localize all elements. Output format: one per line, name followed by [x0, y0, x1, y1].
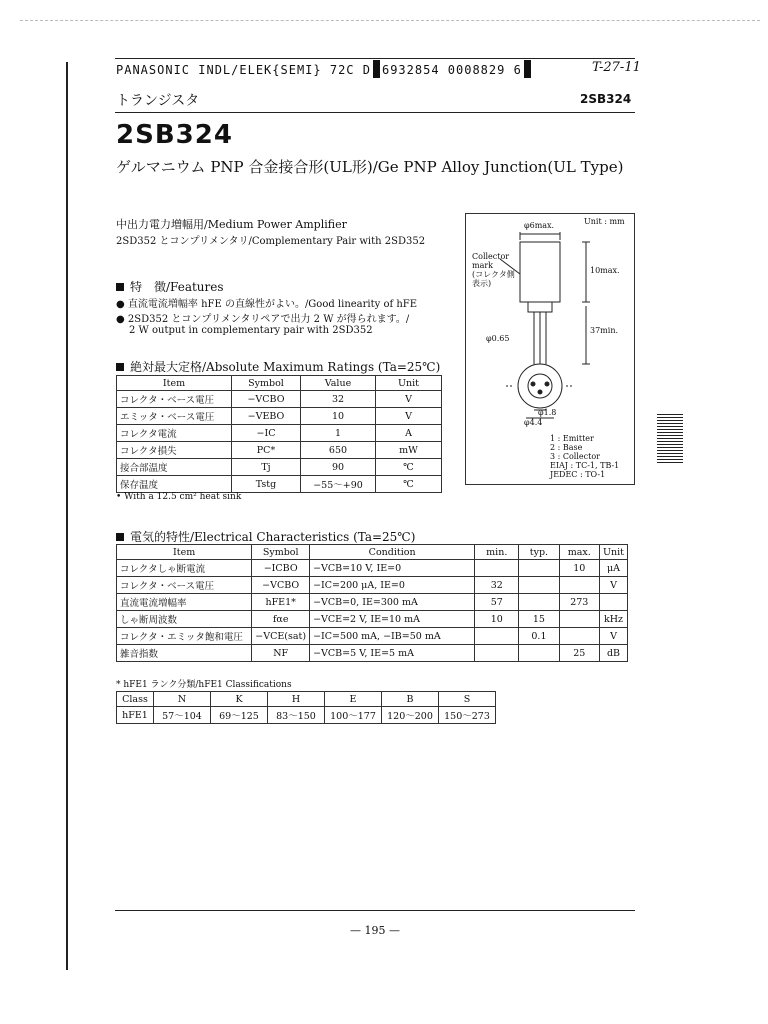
part-number-right: 2SB324	[580, 92, 632, 106]
feature-item: 2 W output in complementary pair with 2SD352	[129, 325, 373, 336]
dim-pitch-1: φ1.8	[538, 408, 557, 417]
table-row: コレクタしゃ断電流 −ICBO −VCB=10 V, IE=0 10 μA	[117, 560, 628, 577]
table-row: コレクタ電流 −IC 1 A	[117, 425, 442, 442]
page-number: — 195 —	[350, 924, 400, 937]
table-header: Item Symbol Value Unit	[117, 376, 442, 391]
bottom-rule	[115, 910, 635, 911]
pin-legend: 1 : Emitter 2 : Base 3 : Collector EIAJ : TC-1, TB-1 JEDEC : TO-1	[550, 434, 620, 479]
elec-heading: 電気的特性/Electrical Characteristics (Ta=25℃)	[116, 528, 415, 545]
dim-pitch-2: φ4.4	[524, 418, 543, 427]
table-header: Item Symbol Condition min. typ. max. Unit	[117, 545, 628, 560]
scan-top-edge	[20, 20, 760, 21]
dim-height: 10max.	[590, 266, 620, 275]
feature-item: ● 直流電流増幅率 hFE の直線性がよい。/Good linearity of hFE	[116, 299, 418, 310]
index-tab-marks	[657, 414, 683, 464]
hfe-class-heading: * hFE1 ランク分類/hFE1 Classifications	[116, 680, 292, 690]
table-row: コレクタ・エミッタ飽和電圧 −VCE(sat) −IC=500 mA, −IB=50 mA 0.1 V	[117, 628, 628, 645]
left-margin-bar	[66, 62, 68, 970]
hfe-class-table	[116, 691, 496, 724]
application: 中出力電力増幅用/Medium Power Amplifier	[116, 218, 347, 231]
category-title: トランジスタ	[116, 93, 200, 109]
block-mark	[373, 60, 380, 78]
table-row: コレクタ・ベース電圧 −VCBO −IC=200 μA, IE=0 32 V	[117, 577, 628, 594]
table-row: コレクタ・ベース電圧 −VCBO 32 V	[117, 391, 442, 408]
header-line: PANASONIC INDL/ELEK{SEMI} 72C D 6932854 0008829 6	[116, 60, 533, 78]
table-row: 保存温度 Tstg −55〜+90 ℃	[117, 476, 442, 493]
table-row: 接合部温度 Tj 90 ℃	[117, 459, 442, 476]
elec-table	[116, 544, 628, 662]
dim-lead-length: 37min.	[590, 326, 619, 335]
abs-max-table	[116, 375, 442, 493]
handwritten-note: T-27-11	[592, 60, 641, 75]
title-rule	[115, 112, 635, 113]
table-row: 雑音指数 NF −VCB=5 V, IE=5 mA 25 dB	[117, 645, 628, 662]
dim-diameter: φ6max.	[524, 221, 555, 230]
bottom-view	[518, 364, 562, 408]
table-row: しゃ断周波数 fαe −VCE=2 V, IE=10 mA 10 15 kHz	[117, 611, 628, 628]
table-row: hFE1 57〜104 69〜125 83〜150 100〜177 120〜200 150〜273	[117, 707, 496, 724]
table-header: Class N K H E B S	[117, 692, 496, 707]
part-number: 2SB324	[116, 120, 233, 150]
block-mark	[524, 60, 531, 78]
table-row: コレクタ損失 PC* 650 mW	[117, 442, 442, 459]
unit-label: Unit : mm	[584, 217, 625, 226]
table-row: 直流電流増幅率 hFE1* −VCB=0, IE=300 mA 57 273	[117, 594, 628, 611]
table-row: エミッタ・ベース電圧 −VEBO 10 V	[117, 408, 442, 425]
feature-item: ● 2SD352 とコンプリメンタリペアで出力 2 W が得られます。/	[116, 314, 410, 325]
dim-lead-diameter: φ0.65	[486, 334, 510, 343]
subtitle: ゲルマニウム PNP 合金接合形(UL形)/Ge PNP Alloy Junction(UL Type)	[116, 158, 624, 176]
can-body	[520, 242, 560, 302]
heat-sink-note: • With a 12.5 cm² heat sink	[116, 492, 242, 502]
complementary: 2SD352 とコンプリメンタリ/Complementary Pair with 2SD352	[116, 236, 426, 247]
abs-max-heading: 絶対最大定格/Absolute Maximum Ratings (Ta=25℃)	[116, 358, 440, 375]
top-rule	[115, 58, 635, 59]
collector-mark-label: Collector mark (コレクタ側 表示)	[472, 252, 515, 288]
features-heading: 特 徴/Features	[116, 278, 224, 295]
package-diagram	[465, 213, 635, 485]
